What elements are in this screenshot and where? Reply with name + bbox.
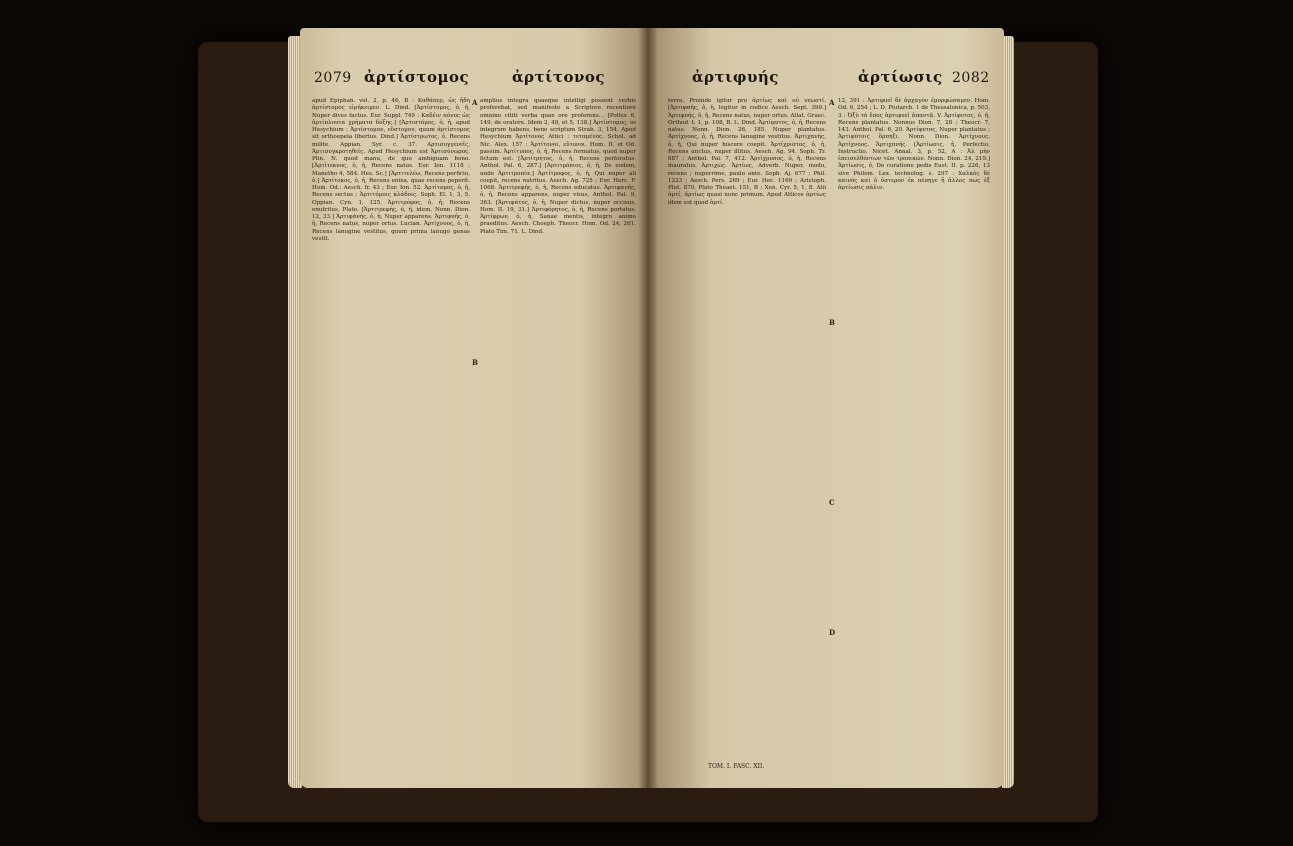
right-marginal-letter-b: B (829, 318, 835, 327)
right-marginal-letter-d: D (829, 628, 836, 637)
left-page-number: 2079 (314, 70, 352, 86)
right-marginal-letter-c: C (829, 498, 835, 507)
left-column-1: apud Epiphan. vol. 2, p. 46, B : Καθάπερ, ὡς ἤδη ἀρτίστομος εἰρήκειμεν. L. Dind. [Ἀρτίστομος, ὁ, ἡ, Nuper dives factus. Eur. Suppl. 749 : Καδέιν πόνος ὡς ἀρτίπλουτα χρήματα δόξης.] [Ἀρτιστόμος, ὁ, ἡ, apud Hesychium : Ἀρτίστομον, εὔστομον, quum ἀρτίστομος sit orthoepeia liberius. Dind.] Ἀρτίστρωτος, ὁ, Recens milite. Appian. Syr. c. 37. Αρτισυγγενεῖς, Ἀρτισυγκροτηθείς. Apud Hesychium est Ἀρτισύνωρος. Plin. N. quod manu, de quo ambiguam bono. [Ἀρτίτεκνος, ὁ, ἡ, Recens natus. Eur. Ion. 1118 ; Manetho 4, 584. Hes. Sc.] [Ἀρτιτελέω, Recens perficio, ὁ.] Ἀρτίτοκος, ὁ, ἡ, Recens enixa, quae recens peperit. Hom. Od.; Aesch. fr. 43 ; Eur. Ion. 52. Ἀρτίτομος, ὁ, ἡ, Recens sectus ; Ἀρτιτόμοις κλάδοις. Soph. El. 1, 3, 5. Oppian. Cyn. 1, 125. Ἀρτιτρόφος, ὁ, ἡ, Recens enutritus, Plato. [Ἀρτιτρεφής, ὁ, ἡ, idem, Nonn. Dion. 12, 33.] Ἀρτιφάνής, ὁ, ἡ, Nuper apparens. Ἀρτιφυής, ὁ, ἡ, Recens natus, nuper ortus. Lucian. Ἀρτίχνοος, ὁ, ἡ, Recens lanugine vestitus, quum prima lanugo genas vestit. (312, 98, 470, 242)
left-header-word-2: ἀρτίτονος (512, 68, 606, 86)
right-column-1: terra. Proinde igitur pro ἀρτίως καὶ οὐ νεωστί. [Ἀρτιφαής, ὁ, ἡ, legitur in codice Aesch. Sept. 399.] Ἀρτιφυής, ὁ, ἡ, Recens natus, nuper ortus. Allat. Graec. Orthod. t. 1, p. 108, B. L. Dind. Ἀρτίφυτος, ὁ, ἡ, Recens natus. Nonn. Dion. 26, 185. Nuper plantatus. Ἀρτίχνοος, ὁ, ἡ, Recens lanugine vestitus. Ἀρτιχανής, ὁ, ἡ, Qui nuper hiscere coepit. Ἀρτίχριστος, ὁ, ἡ, Recens unctus, nuper illitus. Aesch. Ag. 94. Soph. Tr. 687 ; Anthol. Pal. 7, 412. Ἀρτίχρυσος, ὁ, ἡ, Recens inauratus. Ἀρτιχώς. Ἀρτίως, Adverb. Nuper, modo, recens ; nuperrime, paulo ante. Soph. Aj. 677 ; Phil. 1223 ; Aesch. Pers. 269 ; Eur. Hec. 1169 ; Aristoph. Plut. 870. Plato Theaet. 151, B ; Xen. Cyr. 5, 1, 8. Alii ἀρτί, ἀρτίως quasi nunc primum. Apud Atticos ἀρτίως idem est quod ἀρτί. (668, 98, 826, 206)
right-page-number: 2082 (952, 70, 990, 86)
book-gutter (638, 28, 658, 788)
left-marginal-letter-b: B (472, 358, 478, 367)
left-marginal-letter-a: A (472, 98, 478, 107)
left-page (300, 28, 648, 788)
right-header-word-1: ἀρτιφυής (692, 68, 779, 86)
right-page (648, 28, 1004, 788)
left-header-word-1: ἀρτίστομος (364, 68, 470, 86)
left-column-2: amplius integra quaeque intelligi possent verbis proferebat, sed manifeste a Scriptore recentiore omnino cititi verba quae ore proferens... [Pollux 6, 149, de oratore. Idem 2, 49, et 5, 138.] Ἀρτίστομος, os integrum habens, bene scriptum Strab. 3, 154. Apud Hesychium Ἀρτίτονος Attici : τεταμένος. Schol. ad Nic. Alex. 157 : Ἀρτίτονοι, εὔτονοι. Hom. II. et Od. passim. Ἀρτίτυπος, ὁ, ἡ, Recens formatus, quod nuper fictum est. [Ἀρτίτρητος, ὁ, ἡ, Recens perforatus. Anthol. Pal. 6, 287.] [Ἀρτιτρόπιος, ὁ, ἡ, De eodem, unde Ἀρτιτροπία.] Ἀρτίτροφος, ὁ, ἡ, Qui nuper ali coepit, recens nutritus. Aesch. Ag. 725 ; Eur. Herc. F. 1068. Ἀρτιτρεφής, ὁ, ἡ, Recens educatus. Ἀρτιφανής, ὁ, ἡ, Recens apparens, nuper visus, Anthol. Pal. 9, 363. [Ἀρτιφάτος, ὁ, ἡ, Nuper dictus, nuper occisus. Hom. II. 19, 31.] Ἀρτιφόρητος, ὁ, ἡ, Recens portatus. Ἀρτίφρων, ὁ, ἡ, Sanae mentis, integro animo praeditus. Aesch. Choeph. Theocr. Hom. Od. 24, 261. Plato Tim. 71. L. Dind. (480, 98, 636, 235)
right-marginal-letter-a: A (829, 98, 835, 107)
fascicle-footer: TOM. I. FASC. XII. (708, 763, 765, 770)
right-column-2: 12, 391 : Ἀρτιφυεῖ δὲ ἀρχαγὸν ἐμορφώσαμεν. Hom. Od. 6, 254 ; L. D. Plutarch. 1 de Thessalonica, p. 503, 3 : Ὀξὺ τὸ ἔπος ἀρτιφυεῖ ἀπαντᾷ. V. Ἀρτίφυτος, ὁ, ἡ, Recens plantatus. Nonnus Dion. 7, 28 ; Theocr. 7, 143. Anthol. Pal. 6, 20. Ἀρτίφυτος, Nuper plantatus ; Ἀρτιφύτοις ὅρπηξι. Nonn. Dion. Ἀρτίχνους. Ἀρτίχνοος. Ἀρτιχανής. [Ἀρτίωσις, ἡ, Perfectio, Instructio. Nicet. Annal. 3, p. 52, A : Ἀλ μὴν ἐπεισελθόντων τῶν τροπικῶν. Nonn. Dion. 24, 219.] Ἀρτίωσις, ὁ, De curatione pedis Eust. II. p. 226, 13 sive Philem. Lex. technolog. s. 297 : Χαλκὸς δὲ καινὸς καὶ ὁ ὑστερον ἐκ πέπηγε ἤ ἄλλος πως ἐξ ἀρτίωσις πάλιν. (838, 98, 990, 191)
right-header-word-2: ἀρτίωσις (858, 68, 943, 86)
